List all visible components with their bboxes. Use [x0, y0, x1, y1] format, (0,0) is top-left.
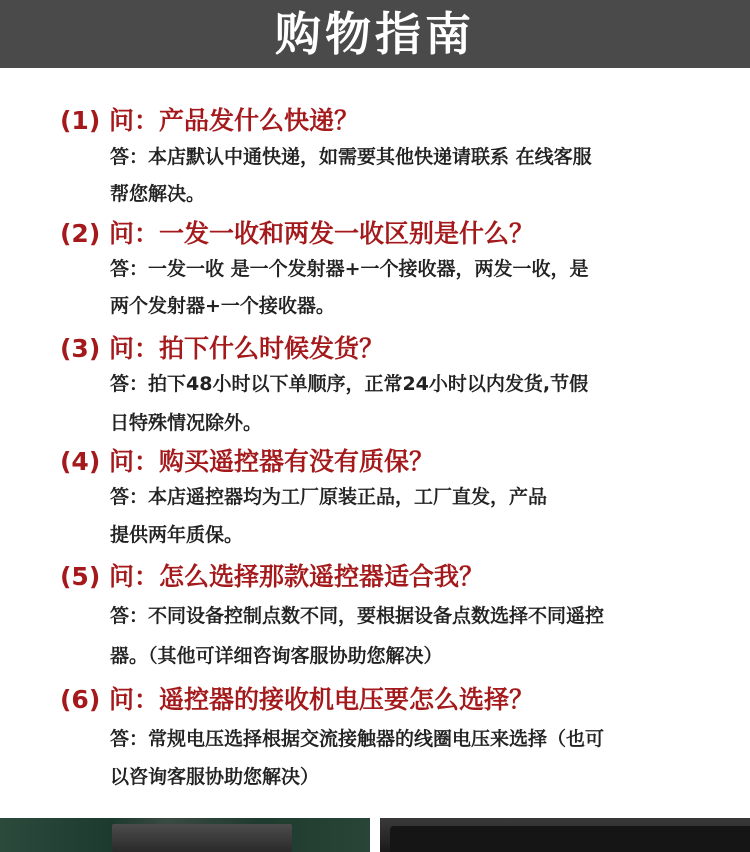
faq-answer-line: 提供两年质保。 — [110, 524, 244, 546]
remote-device-image — [112, 824, 292, 852]
faq-answer-line: 答：一发一收 是一个发射器+一个接收器，两发一收，是 — [110, 258, 589, 280]
product-photo-right — [380, 818, 750, 852]
faq-answer-line: 日特殊情况除外。 — [110, 412, 263, 434]
faq-question: (4) 问：购买遥控器有没有质保？ — [60, 447, 434, 476]
faq-question: (2) 问：一发一收和两发一收区别是什么？ — [60, 219, 534, 248]
receiver-device-image — [390, 826, 750, 852]
faq-question: (3) 问：拍下什么时候发货？ — [60, 334, 384, 363]
faq-question: (5) 问：怎么选择那款遥控器适合我？ — [60, 562, 484, 591]
faq-answer-line: 答：不同设备控制点数不同，要根据设备点数选择不同遥控 — [110, 605, 605, 627]
faq-answer-line: 器。（其他可详细咨询客服协助您解决） — [110, 645, 443, 667]
faq-answer-line: 以咨询客服协助您解决） — [110, 766, 320, 788]
faq-answer-line: 答：常规电压选择根据交流接触器的线圈电压来选择（也可 — [110, 728, 605, 750]
page-title: 购物指南 — [275, 7, 475, 61]
faq-answer-line: 两个发射器+一个接收器。 — [110, 295, 335, 317]
faq-question: (1) 问：产品发什么快递？ — [60, 106, 359, 135]
faq-answer-line: 答：本店遥控器均为工厂原装正品，工厂直发，产品 — [110, 486, 548, 508]
product-photo-left — [0, 818, 370, 852]
faq-answer-line: 答：拍下48小时以下单顺序，正常24小时以内发货,节假 — [110, 373, 589, 395]
faq-question: (6) 问：遥控器的接收机电压要怎么选择？ — [60, 685, 534, 714]
faq-answer-line: 帮您解决。 — [110, 183, 206, 205]
faq-answer-line: 答：本店默认中通快递，如需要其他快递请联系 在线客服 — [110, 146, 592, 168]
